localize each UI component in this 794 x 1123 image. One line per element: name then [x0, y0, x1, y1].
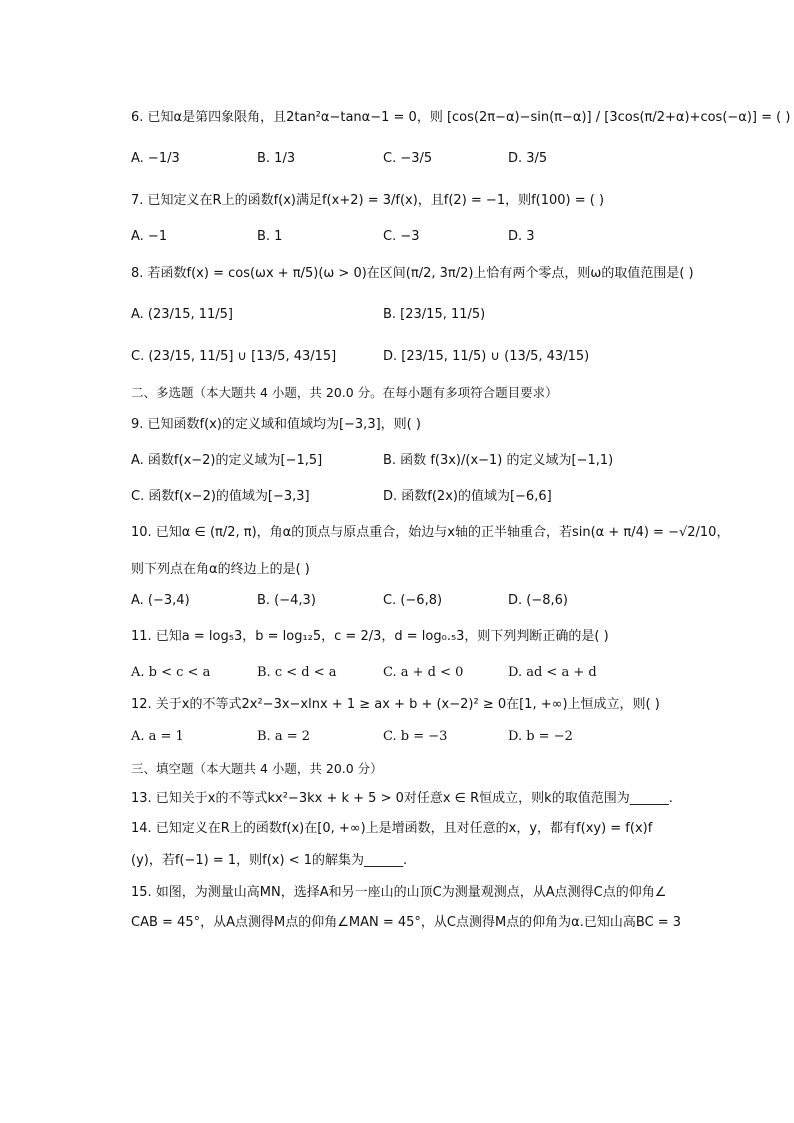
q12-option-d: D. b = −2 [508, 729, 573, 744]
question-14-line-2: (y)，若f(−1) = 1，则f(x) < 1的解集为______. [131, 853, 408, 868]
q10-option-c: C. (−6,8) [383, 593, 443, 608]
q8-option-b: B. [23/15, 11/5) [383, 307, 486, 322]
q6-option-c: C. −3/5 [383, 151, 433, 166]
question-9: 9. 已知函数f(x)的定义域和值域均为[−3,3]，则( ) [131, 417, 421, 432]
q6-option-b: B. 1/3 [257, 151, 296, 166]
q8-option-c: C. (23/15, 11/5] ∪ [13/5, 43/15] [131, 349, 337, 364]
q9-option-c: C. 函数f(x−2)的值域为[−3,3] [131, 489, 310, 504]
question-15-line-2: CAB = 45°，从A点测得M点的仰角∠MAN = 45°，从C点测得M点的仰角为α.已知山高BC = 3 [131, 915, 682, 930]
question-13: 13. 已知关于x的不等式kx²−3kx + k + 5 > 0对任意x ∈ R恒成立，则k的取值范围为______. [131, 791, 673, 806]
question-10-line-1: 10. 已知α ∈ (π/2, π)，角α的顶点与原点重合，始边与x轴的正半轴重合，若sin(α + π/4) = −√2/10， [131, 525, 730, 540]
q6-option-d: D. 3/5 [508, 151, 548, 166]
q7-option-a: A. −1 [131, 229, 168, 244]
q10-option-a: A. (−3,4) [131, 593, 190, 608]
q11-option-d: D. ad < a + d [508, 665, 597, 680]
q11-option-a: A. b < c < a [131, 665, 211, 680]
q7-option-c: C. −3 [383, 229, 420, 244]
q10-option-b: B. (−4,3) [257, 593, 316, 608]
question-7: 7. 已知定义在R上的函数f(x)满足f(x+2) = 3/f(x)，且f(2) = −1，则f(100) = ( ) [131, 193, 605, 208]
q9-option-b: B. 函数 f(3x)/(x−1) 的定义域为[−1,1) [383, 453, 614, 468]
question-12: 12. 关于x的不等式2x²−3x−xlnx + 1 ≥ ax + b + (x−2)² ≥ 0在[1, +∞)上恒成立，则( ) [131, 697, 660, 712]
q7-option-d: D. 3 [508, 229, 535, 244]
section-multiple-choice-heading: 二、多选题（本大题共 4 小题，共 20.0 分。在每小题有多项符合题目要求） [131, 385, 558, 400]
q8-option-a: A. (23/15, 11/5] [131, 307, 233, 322]
q6-option-a: A. −1/3 [131, 151, 180, 166]
question-15-line-1: 15. 如图，为测量山高MN，选择A和另一座山的山顶C为测量观测点，从A点测得C点的仰角∠ [131, 885, 667, 900]
question-14-line-1: 14. 已知定义在R上的函数f(x)在[0, +∞)上是增函数，且对任意的x，y，都有f(xy) = f(x)f [131, 821, 653, 836]
q9-option-d: D. 函数f(2x)的值域为[−6,6] [383, 489, 552, 504]
q7-option-b: B. 1 [257, 229, 283, 244]
question-10-line-2: 则下列点在角α的终边上的是( ) [131, 562, 310, 577]
question-6: 6. 已知α是第四象限角，且2tan²α−tanα−1 = 0，则 [cos(2π−α)−sin(π−α)] / [3cos(π/2+α)+cos(−α)] = ( ) [131, 110, 791, 125]
q8-option-d: D. [23/15, 11/5) ∪ (13/5, 43/15) [383, 349, 590, 364]
q11-option-b: B. c < d < a [257, 665, 337, 680]
question-8: 8. 若函数f(x) = cos(ωx + π/5)(ω > 0)在区间(π/2, 3π/2)上恰有两个零点，则ω的取值范围是( ) [131, 266, 694, 281]
q12-option-c: C. b = −3 [383, 729, 448, 744]
q10-option-d: D. (−8,6) [508, 593, 568, 608]
q12-option-a: A. a = 1 [131, 729, 184, 744]
q9-option-a: A. 函数f(x−2)的定义域为[−1,5] [131, 453, 323, 468]
question-11: 11. 已知a = log₅3，b = log₁₂5，c = 2/3，d = log₀.₅3，则下列判断正确的是( ) [131, 629, 609, 644]
q11-option-c: C. a + d < 0 [383, 665, 464, 680]
q12-option-b: B. a = 2 [257, 729, 310, 744]
section-fill-in-heading: 三、填空题（本大题共 4 小题，共 20.0 分） [131, 761, 383, 776]
